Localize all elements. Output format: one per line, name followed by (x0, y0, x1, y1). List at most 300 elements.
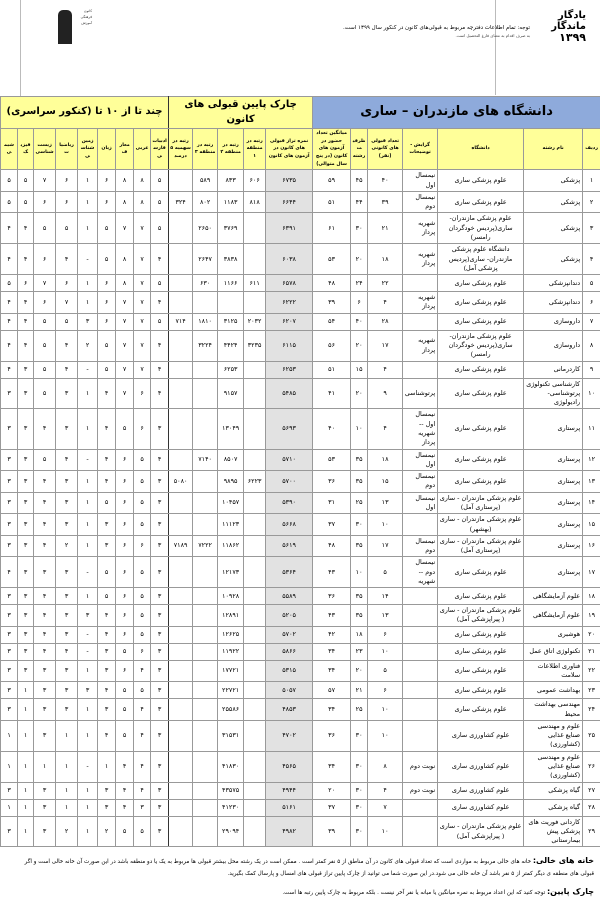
cell-r2: ۳۸۳۸ (218, 244, 244, 275)
cell-riazi: ۳ (56, 471, 78, 493)
cell-tz: ۵۲۰۵ (266, 605, 313, 627)
cell-radif: ۱۷ (583, 557, 600, 588)
page-border-right (495, 0, 496, 95)
cell-riazi: ۳ (56, 682, 78, 699)
cell-count: ۵ (368, 557, 403, 588)
cell-r3 (193, 409, 218, 449)
cell-univ: علوم کشاورزی ساری (438, 720, 524, 751)
cell-fizik: ۳ (18, 409, 34, 449)
cell-avg: ۳۶ (313, 720, 351, 751)
cell-r1: ۶۱۱ (244, 275, 266, 292)
cell-adab: ۳ (151, 409, 169, 449)
cell-shimi: ۳ (1, 492, 18, 514)
cell-arabi: ۵ (134, 449, 151, 471)
cell-zist: ۴ (34, 471, 56, 493)
cell-r3 (193, 626, 218, 643)
cell-arabi: ۵ (134, 605, 151, 627)
table-row (1, 643, 600, 660)
cell-r2: ۱۰۹۲۸ (218, 588, 244, 605)
cell-ger (403, 313, 438, 330)
cell-shimi: ۳ (1, 626, 18, 643)
cell-r5 (169, 492, 193, 514)
cell-zamin: - (78, 361, 98, 378)
cell-ger: نیمسال اول (403, 492, 438, 514)
cell-zaban: ۴ (98, 605, 116, 627)
cell-r5 (169, 751, 193, 782)
cell-maaref: ۷ (116, 330, 134, 361)
cell-name: علوم و مهندسی صنایع غذایی (کشاورزی) (524, 720, 583, 751)
header-r1: رتبه در منطقه ۱ (244, 129, 266, 170)
cell-cap: ۳۵ (351, 605, 368, 627)
empty-cells-title: خانه های خالی: (533, 856, 594, 865)
cell-name: پزشکی (524, 170, 583, 192)
cell-tz: ۴۷۰۲ (266, 720, 313, 751)
cell-ger: نیمسال دوم (403, 535, 438, 557)
cell-maaref: ۵ (116, 720, 134, 751)
cell-cap: ۴۰ (351, 313, 368, 330)
cell-shimi: ۳ (1, 782, 18, 799)
cell-arabi: ۷ (134, 275, 151, 292)
cell-r5: ۳۲۴ (169, 191, 193, 213)
cell-maaref: ۴ (116, 751, 134, 782)
cell-ger (403, 514, 438, 536)
cell-maaref: ۶ (116, 660, 134, 682)
cell-radif: ۲۴ (583, 699, 600, 721)
cell-r1 (244, 799, 266, 816)
cell-r2: ۶۲۵۳ (218, 361, 244, 378)
cell-riazi: ۴ (56, 244, 78, 275)
cell-tz: ۴۹۸۲ (266, 816, 313, 847)
cell-name: پزشکی (524, 213, 583, 244)
footer-empty-cells-note (24, 855, 594, 880)
cell-count: ۶ (368, 682, 403, 699)
cell-riazi: ۳ (56, 557, 78, 588)
cell-r3 (193, 471, 218, 493)
cell-ger (403, 643, 438, 660)
cell-count: ۱۵ (368, 471, 403, 493)
cell-r3: ۲۶۴۷ (193, 244, 218, 275)
cell-radif: ۱۴ (583, 492, 600, 514)
cell-zist: ۳ (34, 660, 56, 682)
cell-fizik: ۳ (18, 449, 34, 471)
cell-shimi: ۴ (1, 313, 18, 330)
cell-r1 (244, 449, 266, 471)
cell-name: گیاه پزشکی (524, 799, 583, 816)
cell-r2: ۱۰۴۵۷ (218, 492, 244, 514)
cell-arabi: ۴ (134, 782, 151, 799)
cell-zist: ۴ (34, 605, 56, 627)
table-row (1, 170, 600, 192)
header-count: تعداد قبولی های کانونی (نفر) (368, 129, 403, 170)
cell-riazi: ۶ (56, 170, 78, 192)
cell-zaban: ۴ (98, 449, 116, 471)
cell-shimi: ۱ (1, 799, 18, 816)
cell-zist: ۱ (34, 751, 56, 782)
cell-riazi: ۲ (56, 535, 78, 557)
table-row (1, 782, 600, 799)
table-row (1, 816, 600, 847)
cell-r1 (244, 378, 266, 409)
header-ger: گرایش - توضیحات (403, 129, 438, 170)
cell-zist: ۳ (34, 816, 56, 847)
cell-ger (403, 605, 438, 627)
cell-shimi: ۴ (1, 292, 18, 314)
cell-tz: ۶۰۳۸ (266, 244, 313, 275)
cell-adab: ۳ (151, 514, 169, 536)
cell-zist: ۴ (34, 588, 56, 605)
cell-r5 (169, 361, 193, 378)
cell-shimi: ۳ (1, 535, 18, 557)
cell-shimi: ۳ (1, 378, 18, 409)
table-row (1, 588, 600, 605)
cell-count: ۲۸ (368, 313, 403, 330)
cell-maaref: ۶ (116, 449, 134, 471)
cell-cap: ۴۵ (351, 170, 368, 192)
cell-zamin: ۱ (78, 816, 98, 847)
cell-tz: ۵۷۰۰ (266, 471, 313, 493)
cell-avg: ۶۱ (313, 213, 351, 244)
cell-r5: ۵۰۸۰ (169, 471, 193, 493)
cell-maaref: ۶ (116, 626, 134, 643)
cell-radif: ۲۸ (583, 799, 600, 816)
cell-ger (403, 682, 438, 699)
cell-zist: ۵ (34, 361, 56, 378)
cell-arabi: ۸ (134, 191, 151, 213)
cell-radif: ۱۲ (583, 449, 600, 471)
cell-shimi: ۵ (1, 191, 18, 213)
cell-maaref: ۸ (116, 244, 134, 275)
cell-zist: ۶ (34, 191, 56, 213)
cell-arabi: ۴ (134, 751, 151, 782)
cell-zamin: ۱ (78, 409, 98, 449)
header-fizik: فیزیک (18, 129, 34, 170)
cell-count: ۱۴ (368, 588, 403, 605)
cell-radif: ۱۳ (583, 471, 600, 493)
cell-r2: ۱۲۸۹۱ (218, 605, 244, 627)
cell-adab: ۳ (151, 535, 169, 557)
table-row (1, 605, 600, 627)
cell-avg: ۴۳ (313, 557, 351, 588)
cell-riazi: ۳ (56, 699, 78, 721)
cell-name: پرستاری (524, 557, 583, 588)
cell-maaref: ۵ (116, 699, 134, 721)
cell-r1: ۳۲۳۵ (244, 330, 266, 361)
cell-tz: ۶۳۹۱ (266, 213, 313, 244)
cell-r1: ۸۱۸ (244, 191, 266, 213)
cell-r5 (169, 330, 193, 361)
cell-name: پزشکی (524, 244, 583, 275)
cell-cap: ۳۵ (351, 588, 368, 605)
cell-avg: ۳۴ (313, 660, 351, 682)
header-name: نام رشته (524, 129, 583, 170)
cell-r3 (193, 699, 218, 721)
cell-cap: ۳۰ (351, 213, 368, 244)
cell-univ: علوم کشاورزی ساری (438, 751, 524, 782)
header-zaban: زبان (98, 129, 116, 170)
cell-zamin: ۱ (78, 292, 98, 314)
table-row (1, 409, 600, 449)
cell-cap: ۳۵ (351, 535, 368, 557)
cell-shimi: ۳ (1, 409, 18, 449)
cell-r5 (169, 605, 193, 627)
cell-cap: ۳۰ (351, 816, 368, 847)
cell-r2: ۹۸۹۵ (218, 471, 244, 493)
cell-tz: ۵۷۰۲ (266, 626, 313, 643)
header-riazi: ریاضیات (56, 129, 78, 170)
cell-zamin: ۱ (78, 213, 98, 244)
cell-ger: نیمسال اول (403, 170, 438, 192)
cell-zaban: ۶ (98, 313, 116, 330)
cell-avg: ۳۴ (313, 643, 351, 660)
cell-ger: شهریه پرداز (403, 244, 438, 275)
cell-maaref: ۵ (116, 409, 134, 449)
cell-maaref: ۴ (116, 799, 134, 816)
cell-radif: ۳ (583, 213, 600, 244)
cell-r5 (169, 292, 193, 314)
cell-shimi: ۳ (1, 471, 18, 493)
cell-zaban: ۳ (98, 699, 116, 721)
header-avg: میانگین تعداد حضور در آزمون های کانون (در پنج سال متوالی) (313, 129, 351, 170)
cell-avg: ۳۹ (313, 292, 351, 314)
cell-fizik: ۴ (18, 313, 34, 330)
cell-zaban: ۵ (98, 588, 116, 605)
cell-shimi: ۳ (1, 660, 18, 682)
cell-zaban: ۵ (98, 330, 116, 361)
cell-cap: ۳۰ (351, 514, 368, 536)
cell-count: ۳۹ (368, 191, 403, 213)
cell-univ: علوم پزشکی ساری (438, 275, 524, 292)
cell-tz: ۵۰۵۷ (266, 682, 313, 699)
cell-r3 (193, 720, 218, 751)
cell-tz: ۵۶۶۸ (266, 514, 313, 536)
cell-avg: ۵۹ (313, 170, 351, 192)
header-radif: ردیف (583, 129, 600, 170)
cell-r3: ۳۲۲۴ (193, 330, 218, 361)
cell-name: علوم آزمایشگاهی (524, 588, 583, 605)
cell-maaref: ۸ (116, 275, 134, 292)
cell-count: ۶ (368, 626, 403, 643)
cell-riazi: ۴ (56, 330, 78, 361)
cell-avg: ۴۸ (313, 275, 351, 292)
notice (110, 24, 530, 39)
cell-tz: ۵۳۶۴ (266, 557, 313, 588)
cell-arabi: ۵ (134, 588, 151, 605)
cell-adab: ۵ (151, 191, 169, 213)
cell-r2: ۱۱۸۳ (218, 191, 244, 213)
cell-adab: ۳ (151, 605, 169, 627)
cell-name: کارشناسی تکنولوژی پرتوشناسی- رادیولوژی (524, 378, 583, 409)
cell-r2: ۱۱۹۲۲ (218, 643, 244, 660)
table-row (1, 449, 600, 471)
cell-zaban: ۵ (98, 244, 116, 275)
cell-shimi: ۵ (1, 275, 18, 292)
cell-univ: علوم پزشکی ساری (438, 699, 524, 721)
cell-tz: ۶۲۲۲ (266, 292, 313, 314)
cell-zaban: ۵ (98, 557, 116, 588)
cell-arabi: ۶ (134, 535, 151, 557)
cell-fizik: ۴ (18, 244, 34, 275)
cell-tz: ۴۵۶۵ (266, 751, 313, 782)
cell-r3 (193, 588, 218, 605)
cell-cap: ۲۰ (351, 330, 368, 361)
cell-adab: ۳ (151, 660, 169, 682)
cell-riazi: ۷ (56, 292, 78, 314)
cell-name: پرستاری (524, 471, 583, 493)
cell-shimi: ۳ (1, 605, 18, 627)
cell-zamin: - (78, 244, 98, 275)
cell-avg: ۴۲ (313, 626, 351, 643)
cell-ger (403, 720, 438, 751)
cell-r1 (244, 605, 266, 627)
cell-zamin: ۱ (78, 514, 98, 536)
cell-r2: ۴۳۵۷۵ (218, 782, 244, 799)
brand-line1: یادگار (534, 10, 586, 21)
cell-radif: ۱۹ (583, 605, 600, 627)
cell-fizik: ۴ (18, 292, 34, 314)
cell-zaban: ۴ (98, 720, 116, 751)
cell-univ: علوم پزشکی مازندران - ساری (پرستاری آمل) (438, 535, 524, 557)
cell-name: پرستاری (524, 409, 583, 449)
cell-maaref: ۴ (116, 782, 134, 799)
cell-r2: ۱۱۱۲۳ (218, 514, 244, 536)
cell-avg: ۵۳ (313, 244, 351, 275)
cell-zamin: ۱ (78, 799, 98, 816)
table-row (1, 361, 600, 378)
brand-logo (534, 10, 586, 43)
cell-univ: علوم کشاورزی ساری (438, 799, 524, 816)
cell-r1 (244, 699, 266, 721)
cell-zist: ۳ (34, 557, 56, 588)
cell-univ: علوم پزشکی ساری (438, 449, 524, 471)
cell-avg: ۳۹ (313, 816, 351, 847)
cell-shimi: ۳ (1, 514, 18, 536)
cell-r5 (169, 699, 193, 721)
header-r5: رتبه در سهمیه ۵ درصد (169, 129, 193, 170)
cell-maaref: ۶ (116, 535, 134, 557)
cell-r3: ۸۰۲ (193, 191, 218, 213)
cell-r1 (244, 557, 266, 588)
cell-riazi: ۳ (56, 378, 78, 409)
cell-cap: ۱۵ (351, 361, 368, 378)
cell-r3 (193, 605, 218, 627)
cell-radif: ۲۹ (583, 816, 600, 847)
cell-univ: علوم پزشکی ساری (438, 378, 524, 409)
cell-zamin: ۳ (78, 682, 98, 699)
cell-r1: ۶۰۶ (244, 170, 266, 192)
cell-zist: ۵ (34, 378, 56, 409)
cell-arabi: ۵ (134, 514, 151, 536)
cell-arabi: ۶ (134, 409, 151, 449)
cell-name: پزشکی (524, 191, 583, 213)
cell-zaban: ۱ (98, 751, 116, 782)
cell-r1 (244, 751, 266, 782)
cell-adab: ۳ (151, 699, 169, 721)
cell-radif: ۲۶ (583, 751, 600, 782)
cell-zamin: ۲ (78, 330, 98, 361)
cell-univ: علوم پزشکی مازندران - ساری ( پیراپزشکی آمل) (438, 816, 524, 847)
cell-zist: ۶ (34, 292, 56, 314)
cell-zist: ۴ (34, 514, 56, 536)
cell-shimi: ۴ (1, 557, 18, 588)
cell-zaban: ۳ (98, 514, 116, 536)
cell-ger (403, 275, 438, 292)
cell-fizik: ۳ (18, 605, 34, 627)
cell-ger: نیمسال اول (403, 449, 438, 471)
cell-r1 (244, 492, 266, 514)
cell-r1 (244, 514, 266, 536)
cell-zist: ۵ (34, 449, 56, 471)
cell-cap: ۳۰ (351, 720, 368, 751)
brand-line2: ماندگار (534, 21, 586, 32)
cell-adab: ۳ (151, 799, 169, 816)
cell-radif: ۱ (583, 170, 600, 192)
cell-radif: ۲۱ (583, 643, 600, 660)
cell-r5: ۷۱۸۹ (169, 535, 193, 557)
table-row (1, 514, 600, 536)
cell-riazi: ۳ (56, 588, 78, 605)
cell-ger: شهریه پرداز (403, 213, 438, 244)
cell-zamin: ۱ (78, 492, 98, 514)
table-row (1, 535, 600, 557)
cell-riazi: ۴ (56, 643, 78, 660)
cell-count: ۱۳ (368, 492, 403, 514)
cell-ger (403, 588, 438, 605)
cell-r3 (193, 378, 218, 409)
cell-zist: ۵ (34, 330, 56, 361)
cell-arabi: ۷ (134, 361, 151, 378)
cell-zamin: ۱ (78, 699, 98, 721)
cell-arabi: ۴ (134, 699, 151, 721)
cell-cap: ۱۸ (351, 626, 368, 643)
cell-name: گیاه پزشکی (524, 782, 583, 799)
cell-r3: ۷۱۴۰ (193, 449, 218, 471)
cell-name: هوشبری (524, 626, 583, 643)
cell-r3: ۲۶۵۰ (193, 213, 218, 244)
table-row (1, 292, 600, 314)
cell-r2: ۱۲۶۲۵ (218, 626, 244, 643)
cell-radif: ۲۳ (583, 682, 600, 699)
cell-univ: علوم پزشکی ساری (438, 626, 524, 643)
cell-tz: ۵۶۹۳ (266, 409, 313, 449)
cell-arabi: ۷ (134, 292, 151, 314)
cell-zamin: - (78, 626, 98, 643)
cell-r2: ۳۱۲۵ (218, 313, 244, 330)
cell-zamin: - (78, 643, 98, 660)
table-row (1, 557, 600, 588)
graduate-figure-icon (58, 10, 72, 44)
cell-avg: ۵۴ (313, 313, 351, 330)
cell-avg: ۴۰ (313, 409, 351, 449)
cell-radif: ۷ (583, 313, 600, 330)
cell-count: ۹ (368, 378, 403, 409)
cell-avg: ۳۶ (313, 588, 351, 605)
cell-arabi: ۷ (134, 213, 151, 244)
cell-r2: ۹۱۵۷ (218, 378, 244, 409)
cell-count: ۴ (368, 292, 403, 314)
cell-univ: دانشگاه علوم پزشکی مازندران- ساری(پردیس پزشکی آمل) (438, 244, 524, 275)
notice-sub: به صرف اقدام به معنای فارغ التحصیل است. (110, 32, 530, 39)
header-arabi: عربی (134, 129, 151, 170)
cell-r5 (169, 275, 193, 292)
cell-r3 (193, 816, 218, 847)
cell-maaref: ۷ (116, 213, 134, 244)
cell-r1 (244, 782, 266, 799)
cell-r1: ۲۰۳۲ (244, 313, 266, 330)
cell-r1 (244, 682, 266, 699)
cell-adab: ۳ (151, 816, 169, 847)
header-r3: رتبه در منطقه ۳ (193, 129, 218, 170)
cell-avg: ۳۱ (313, 492, 351, 514)
